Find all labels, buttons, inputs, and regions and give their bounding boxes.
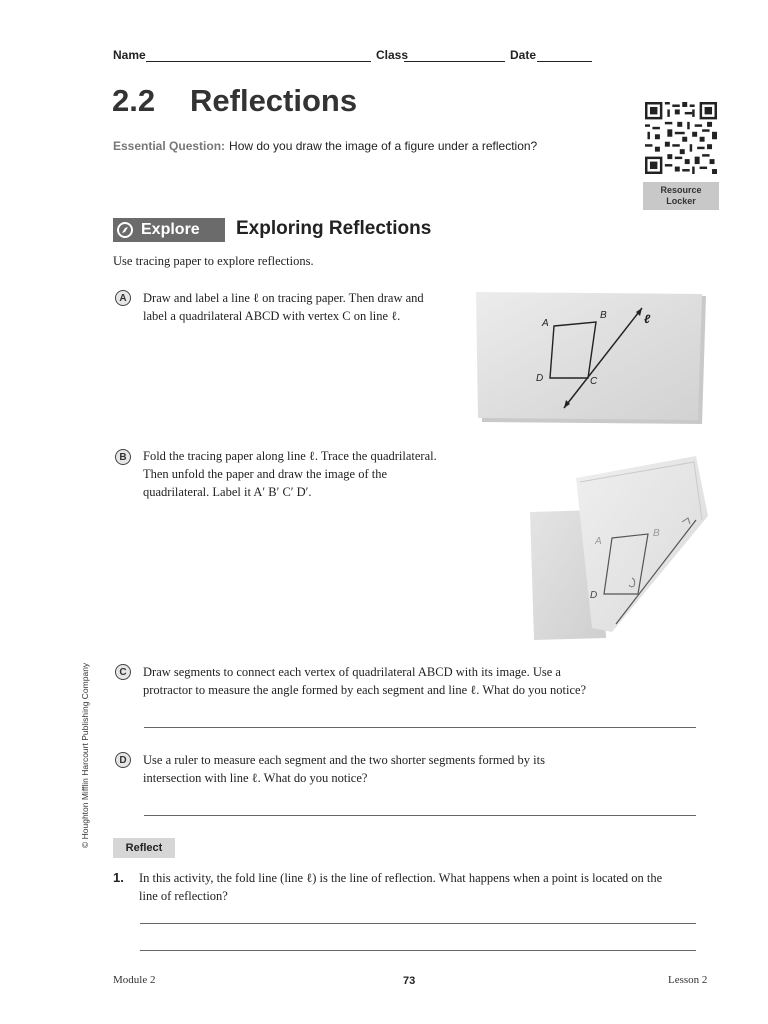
step-b-text — [143, 447, 437, 501]
name-label: Name — [113, 48, 146, 62]
step-b-line3: quadrilateral. Label it A′ B′ C′ D′. — [143, 485, 312, 499]
essential-question-label: Essential Question: — [113, 139, 226, 153]
essential-question — [113, 137, 537, 155]
step-c-line1: Draw segments to connect each vertex of quadrilateral ABCD with its image. Use a — [143, 665, 561, 679]
footer-module: Module 2 — [113, 974, 156, 986]
page-number: 73 — [403, 975, 416, 987]
fig-a-label-C: C — [590, 376, 598, 387]
figure-a-tracing-paper — [470, 290, 710, 430]
footer-lesson: Lesson 2 — [668, 974, 708, 986]
compass-icon — [117, 222, 133, 238]
step-c-answer-line[interactable] — [144, 727, 696, 728]
step-c-line2: protractor to measure the angle formed by each segment and line ℓ. What do you notice? — [143, 683, 587, 697]
class-label: Class — [376, 48, 409, 62]
step-d-line2: intersection with line ℓ. What do you notice? — [143, 771, 368, 785]
reflect-tag: Reflect — [113, 838, 175, 858]
step-d-line1: Use a ruler to measure each segment and the two shorter segments formed by its — [143, 753, 545, 767]
fig-b-label-B: B — [653, 528, 660, 539]
question-1-line2: line of reflection? — [139, 889, 228, 903]
step-d-text — [143, 751, 545, 787]
copyright-text: © Houghton Mifflin Harcourt Publishing Company — [80, 662, 90, 848]
resource-locker-button[interactable] — [643, 182, 719, 210]
step-a-badge: A — [115, 290, 131, 306]
fig-b-label-A: A — [595, 536, 602, 547]
date-field[interactable] — [537, 61, 592, 62]
explore-tag — [113, 218, 225, 242]
page-title: Reflections — [190, 83, 358, 118]
fig-a-label-A: A — [542, 318, 549, 329]
question-1-line1: In this activity, the fold line (line ℓ) is the line of reflection. What happens when a point is located on the — [139, 871, 663, 885]
name-field[interactable] — [146, 61, 371, 62]
question-1-answer-line-2[interactable] — [140, 950, 696, 951]
fig-a-label-D: D — [536, 373, 544, 384]
step-b-line1: Fold the tracing paper along line ℓ. Trace the quadrilateral. — [143, 449, 437, 463]
fig-b-label-D: D — [590, 590, 598, 601]
step-c-text — [143, 663, 586, 699]
explore-tag-label: Explore — [141, 221, 200, 238]
question-1-text — [139, 869, 662, 905]
intro-text: Use tracing paper to explore reflections. — [113, 254, 314, 268]
explore-heading: Exploring Reflections — [236, 218, 432, 239]
step-b-badge: B — [115, 449, 131, 465]
step-b-line2: Then unfold the paper and draw the image of the — [143, 467, 388, 481]
question-1-number: 1. — [113, 870, 124, 885]
question-1-answer-line-1[interactable] — [140, 923, 696, 924]
fig-a-label-B: B — [600, 310, 607, 321]
resource-locker-line2: Locker — [666, 196, 696, 206]
date-label: Date — [510, 48, 537, 62]
essential-question-text: How do you draw the image of a figure under a reflection? — [229, 139, 538, 153]
qr-code-icon[interactable] — [645, 102, 717, 174]
resource-locker-line1: Resource — [660, 185, 702, 195]
step-a-line2: label a quadrilateral ABCD with vertex C on line ℓ. — [143, 309, 401, 323]
step-c-badge: C — [115, 664, 131, 680]
step-a-text — [143, 289, 424, 325]
figure-b-folded-paper — [520, 452, 712, 642]
step-a-line1: Draw and label a line ℓ on tracing paper. Then draw and — [143, 291, 424, 305]
fig-a-label-l: ℓ — [644, 312, 651, 326]
step-d-badge: D — [115, 752, 131, 768]
step-d-answer-line[interactable] — [144, 815, 696, 816]
class-field[interactable] — [404, 61, 505, 62]
lesson-number: 2.2 — [112, 83, 156, 118]
